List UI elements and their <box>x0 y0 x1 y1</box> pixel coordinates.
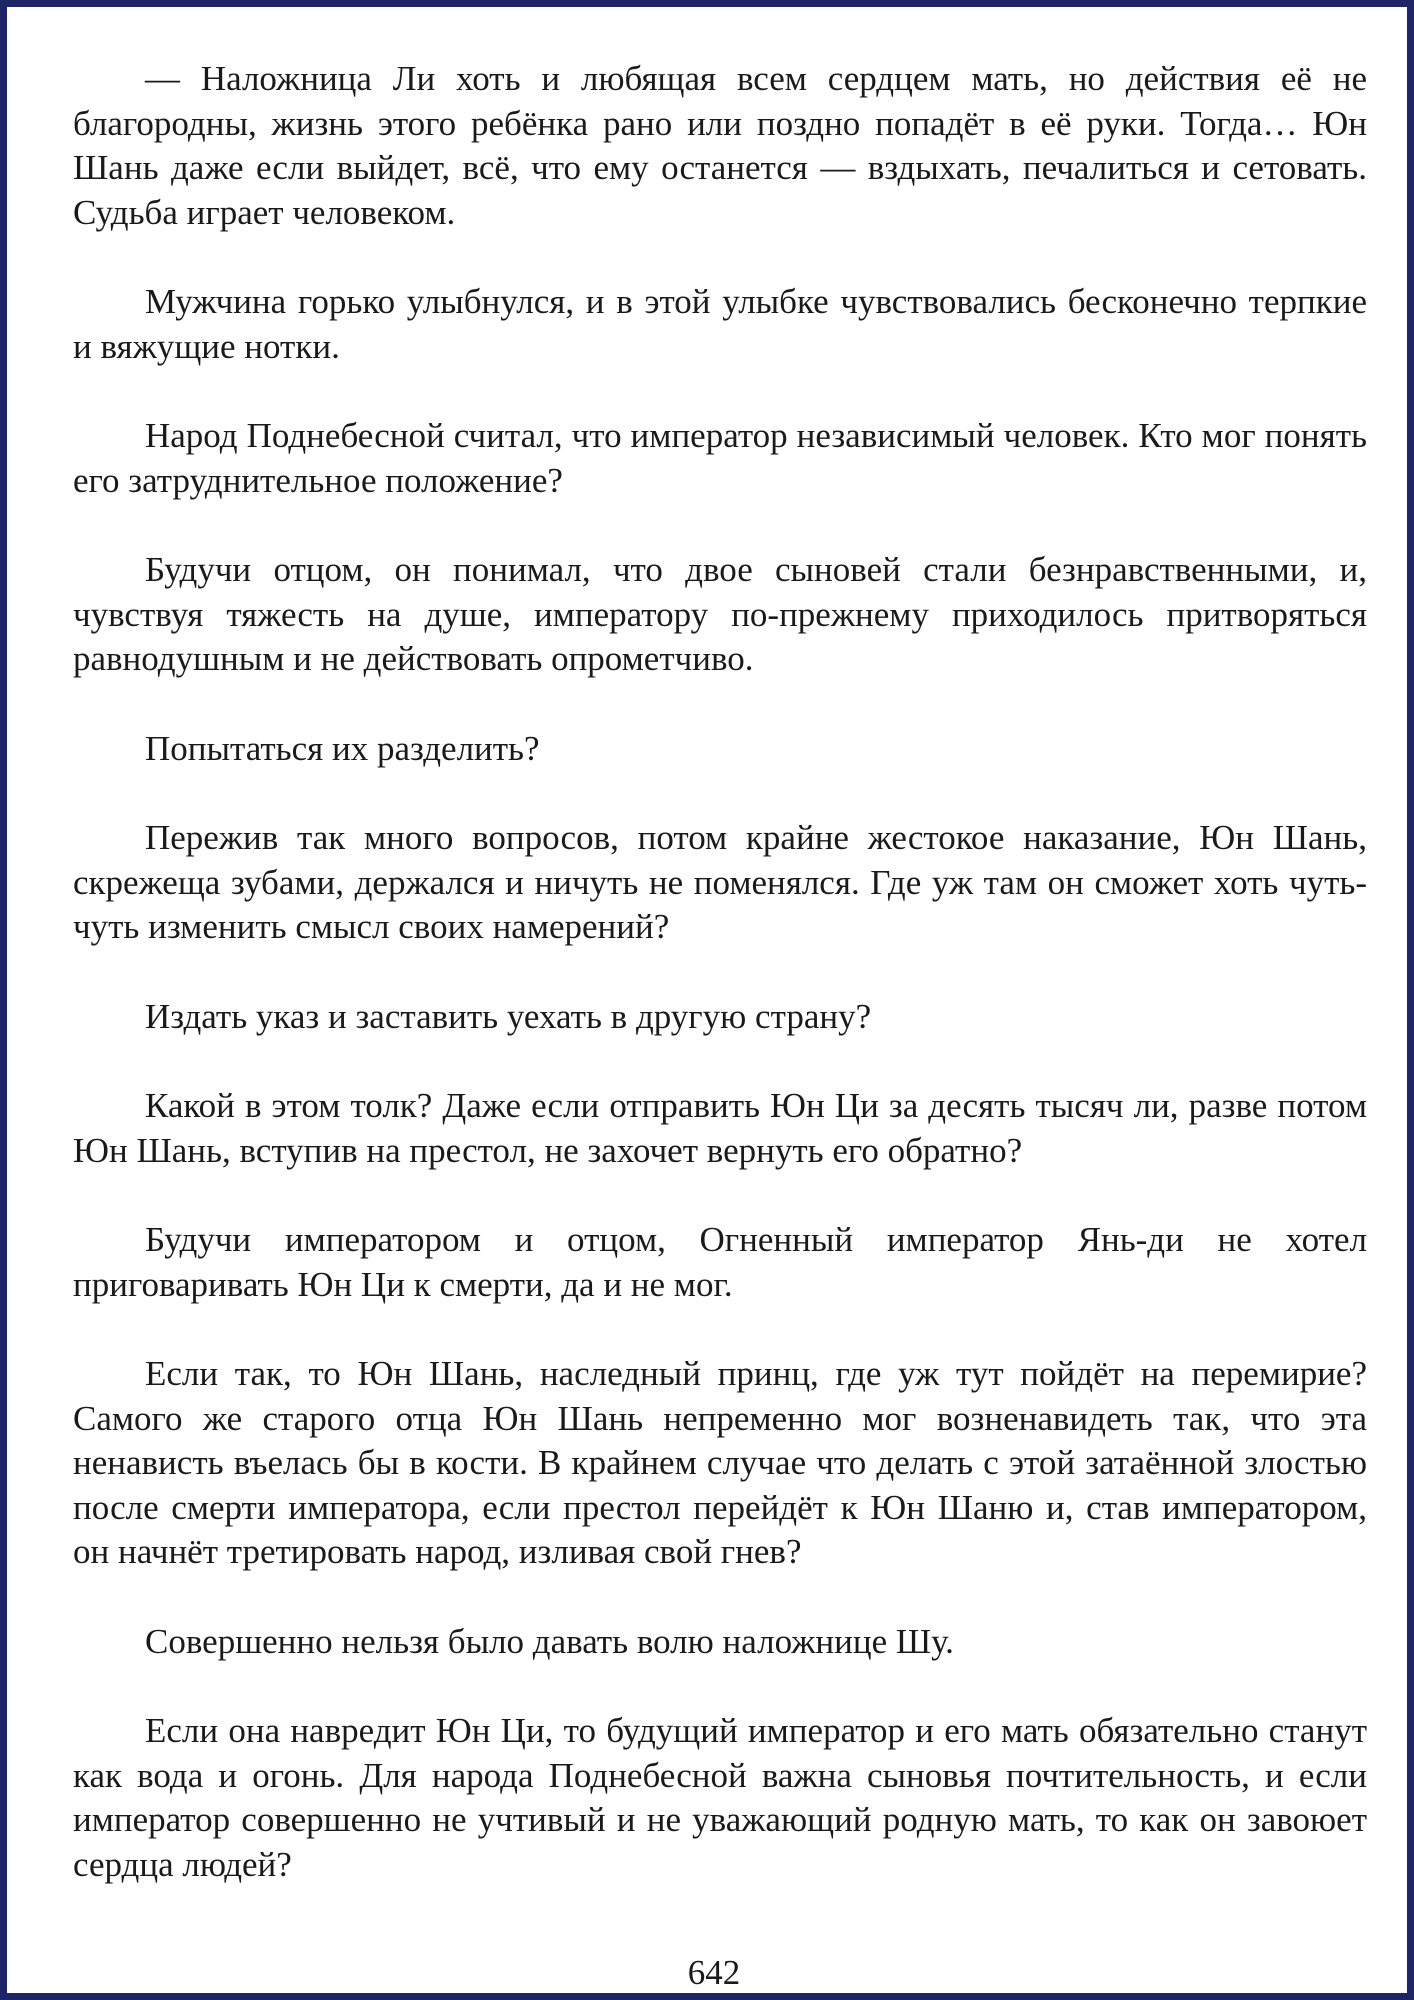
page-content <box>73 57 1367 1932</box>
paragraph-4: Будучи отцом, он понимал, что двое сыновей стали безнравственными, и, чувствуя тяжесть на душе, императору по-прежнему приходилось притворяться равнодушным и не действовать опрометчиво. <box>73 550 1367 678</box>
paragraph-1: — Наложница Ли хоть и любящая всем сердцем мать, но действия её не благородны, жизнь этого ребёнка рано или поздно попадёт в её руки. Тогда… Юн Шань даже если выйдет, всё, что ему останется — вздыхать, печалиться и сетовать. Судьба играет человеком. <box>73 59 1367 232</box>
paragraph-6: Пережив так много вопросов, потом крайне жестокое наказание, Юн Шань, скрежеща зубами, держался и ничуть не поменялся. Где уж там он сможет хоть чуть-чуть изменить смысл своих намерений? <box>73 818 1367 946</box>
paragraph-10: Если так, то Юн Шань, наследный принц, где уж тут пойдёт на перемирие? Самого же старого отца Юн Шань непременно мог возненавидеть так, что эта ненависть въелась бы в кости. В крайнем случае что делать с этой затаённой злостью после смерти императора, если престол перейдёт к Юн Шаню и, став императором, он начнёт третировать народ, изливая свой гнев? <box>73 1354 1367 1571</box>
page-number: 642 <box>687 1953 741 1992</box>
paragraph-2: Мужчина горько улыбнулся, и в этой улыбке чувствовались бесконечно терпкие и вяжущие нотки. <box>73 282 1367 366</box>
paragraph-3: Народ Поднебесной считал, что император независимый человек. Кто мог понять его затруднительное положение? <box>73 416 1367 500</box>
paragraph-7: Издать указ и заставить уехать в другую страну? <box>145 996 872 1036</box>
paragraph-12: Если она навредит Юн Ци, то будущий император и его мать обязательно станут как вода и огонь. Для народа Поднебесной важна сыновья почтительность, и если император совершенно не учтивый и не уважающий родную мать, то как он завоюет сердца людей? <box>73 1711 1367 1884</box>
paragraph-5: Попытаться их разделить? <box>145 728 540 768</box>
paragraph-8: Какой в этом толк? Даже если отправить Юн Ци за десять тысяч ли, разве потом Юн Шань, вступив на престол, не захочет вернуть его обратно? <box>73 1086 1367 1170</box>
paragraph-11: Совершенно нельзя было давать волю наложнице Шу. <box>145 1621 954 1661</box>
paragraph-9: Будучи императором и отцом, Огненный император Янь-ди не хотел приговаривать Юн Ци к смерти, да и не мог. <box>73 1220 1367 1304</box>
